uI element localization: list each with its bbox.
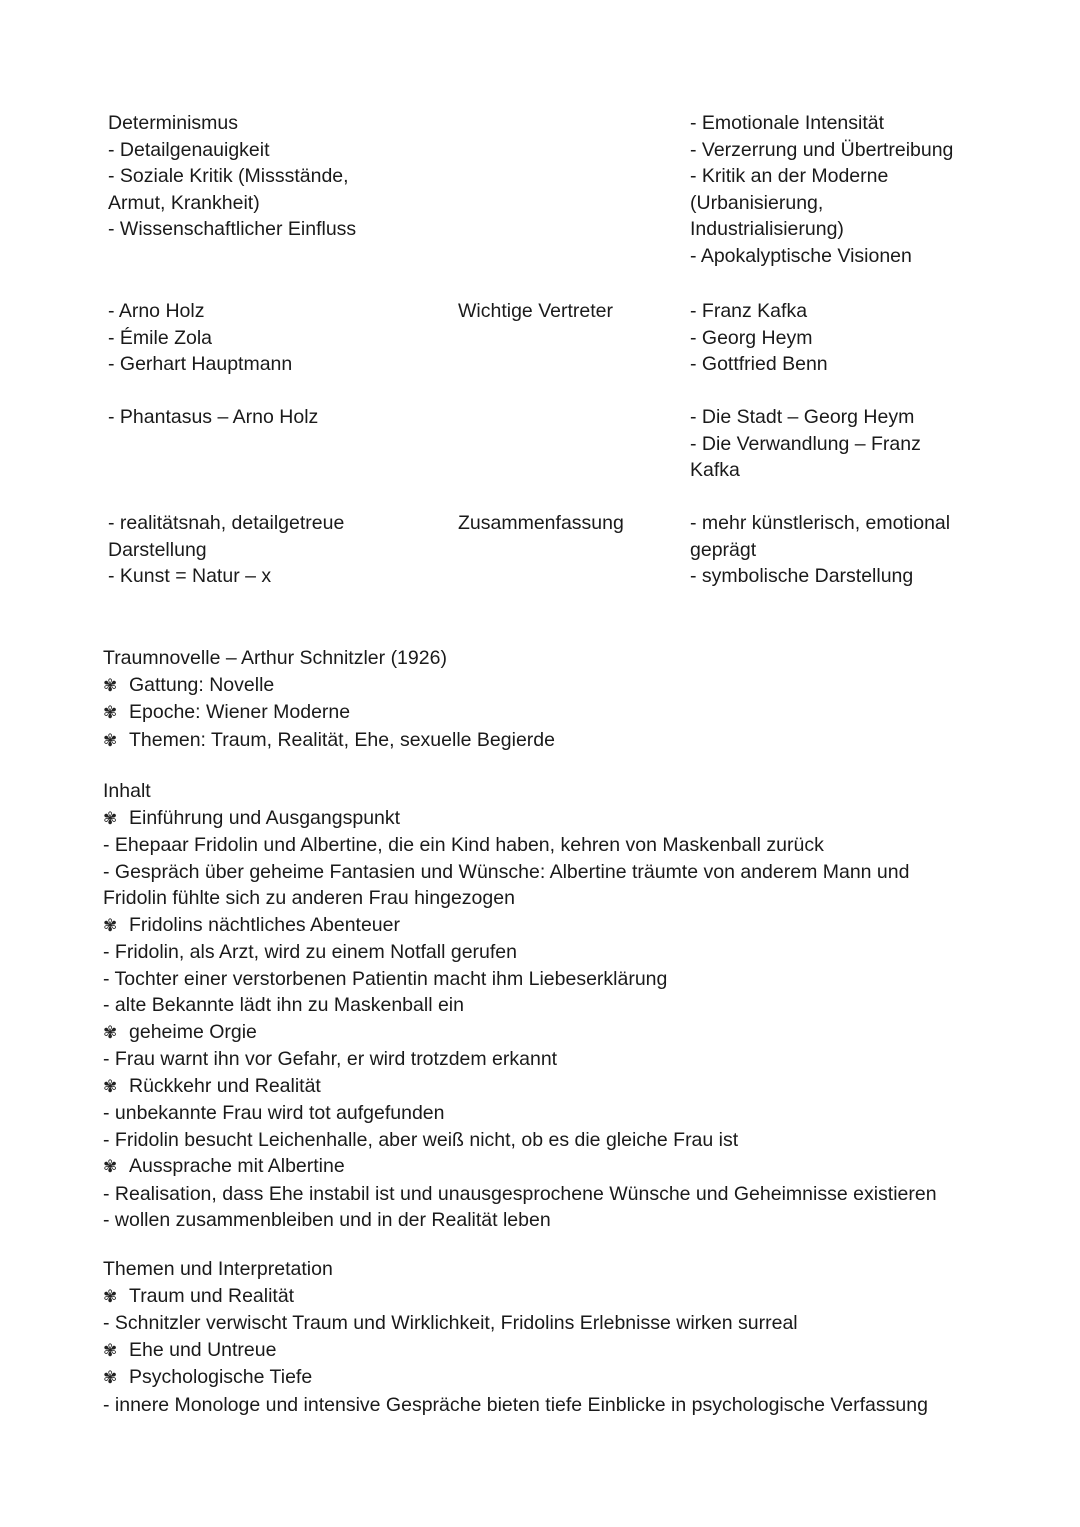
list-item: Fridolin fühlte sich zu anderen Frau hingezogen [103,887,515,909]
flower-bullet-icon: ✾ [103,808,118,828]
subheading-line: ✾ Ehe und Untreue [103,1337,1003,1365]
section-heading: Inhalt [103,780,151,802]
comparison-table [108,110,988,600]
right-column-cell: - mehr künstlerisch, emotional geprägt - symbolische Darstellung [690,512,951,587]
flower-bullet-icon: ✾ [103,1022,118,1042]
flower-bullet-icon: ✾ [103,1286,118,1306]
comparison-row-works [108,404,988,510]
comparison-row-characteristics [108,110,988,298]
flower-bullet-icon: ✾ [103,1076,118,1096]
themen-section [103,1256,1003,1418]
left-column-cell: - Arno Holz - Émile Zola - Gerhart Hauptmann [108,300,293,375]
flower-bullet-icon: ✾ [103,1368,118,1387]
subheading-line: ✾ Traum und Realität [103,1283,1003,1311]
list-item: - alte Bekannte lädt ihn zu Maskenball ein [103,994,464,1016]
flower-bullet-icon: ✾ [103,1340,118,1360]
traumnovelle-section [103,645,1003,754]
fact-line: ✾ Themen: Traum, Realität, Ehe, sexuelle Begierde [103,727,1003,755]
flower-bullet-icon: ✾ [103,703,118,722]
list-item: - Schnitzler verwischt Traum und Wirklichkeit, Fridolins Erlebnisse wirken surreal [103,1312,798,1334]
flower-bullet-icon: ✾ [103,915,118,935]
list-item: - Frau warnt ihn vor Gefahr, er wird trotzdem erkannt [103,1048,558,1070]
list-item: - Realisation, dass Ehe instabil ist und unausgesprochene Wünsche und Geheimnisse existieren [103,1182,937,1205]
fact-line: ✾ Epoche: Wiener Moderne [103,699,1003,727]
flower-bullet-icon: ✾ [103,1157,118,1176]
section-title: Traumnovelle – Arthur Schnitzler (1926) [103,647,447,669]
list-item: - Tochter einer verstorbenen Patientin macht ihm Liebeserklärung [103,967,668,990]
list-item: - Ehepaar Fridolin und Albertine, die ein Kind haben, kehren von Maskenball zurück [103,834,824,856]
flower-bullet-icon: ✾ [103,675,118,695]
right-column-cell: - Emotionale Intensität - Verzerrung und Übertreibung - Kritik an der Moderne (Urbanisierung, Industrialisierung) - Apokalyptische Visionen [690,112,954,267]
subheading-line: ✾ Fridolins nächtliches Abenteuer [103,912,1003,940]
row-label: Zusammenfassung [458,512,624,534]
list-item: - Gespräch über geheime Fantasien und Wünsche: Albertine träumte von anderem Mann und [103,860,910,883]
list-item: - Fridolin, als Arzt, wird zu einem Notfall gerufen [103,941,517,963]
right-column-cell: - Franz Kafka - Georg Heym - Gottfried Benn [690,300,828,375]
subheading-line: ✾ Psychologische Tiefe [103,1364,1003,1392]
left-column-cell: - realitätsnah, detailgetreue Darstellung - Kunst = Natur – x [108,512,345,587]
subheading-line: ✾ Aussprache mit Albertine [103,1153,1003,1181]
left-column-cell: - Phantasus – Arno Holz [108,406,319,428]
list-item: - wollen zusammenbleiben und in der Realität leben [103,1209,551,1231]
right-column-cell: - Die Stadt – Georg Heym - Die Verwandlung – Franz Kafka [690,406,921,481]
comparison-row-summary [108,510,988,600]
section-heading: Themen und Interpretation [103,1258,333,1280]
left-column-cell: Determinismus - Detailgenauigkeit - Soziale Kritik (Missstände, Armut, Krankheit) - Wissenschaftlicher Einfluss [108,112,357,240]
list-item: - unbekannte Frau wird tot aufgefunden [103,1102,445,1124]
inhalt-section [103,778,1003,1234]
subheading-line: ✾ Einführung und Ausgangspunkt [103,805,1003,833]
fact-line: ✾ Gattung: Novelle [103,672,1003,700]
row-label: Wichtige Vertreter [458,300,613,322]
subheading-line: ✾ geheime Orgie [103,1019,1003,1047]
flower-bullet-icon: ✾ [103,730,118,750]
list-item: - Fridolin besucht Leichenhalle, aber weiß nicht, ob es die gleiche Frau ist [103,1128,739,1151]
subheading-line: ✾ Rückkehr und Realität [103,1073,1003,1101]
list-item: - innere Monologe und intensive Gespräche bieten tiefe Einblicke in psychologische Verfassung [103,1393,928,1416]
comparison-row-representatives [108,298,988,404]
